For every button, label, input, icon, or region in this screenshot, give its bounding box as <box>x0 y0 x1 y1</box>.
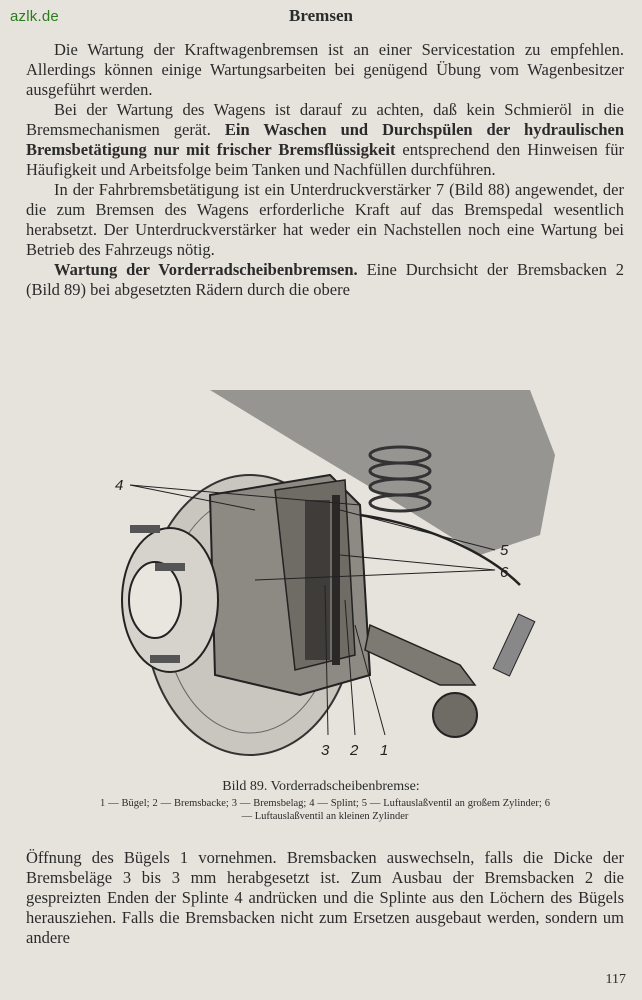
body-text-bottom <box>26 848 624 948</box>
paragraph-5: Öffnung des Bügels 1 vornehmen. Bremsbacken auswechseln, falls die Dicke der Bremsbeläge 3 bis 3 mm herabgesetzt ist. Zum Ausbau der Bremsbacken 2 die gespreizten Enden der Splinte 4 andrücken und die Splinte aus den Löchern des Bügels herausziehen. Falls die Bremsbacken nicht zum Ersetzen ausgebaut werden, sondern um andere <box>26 848 624 947</box>
figure-legend: 1 — Bügel; 2 — Bremsbacke; 3 — Bremsbelag; 4 — Splint; 5 — Luftauslaßventil an großem Zylinder; 6 — Luftauslaßventil an kleinen Zylinder <box>100 798 550 822</box>
callout-2: 2 <box>350 742 359 759</box>
paragraph-4-heading: Wartung der Vorderradscheibenbremsen. <box>54 260 358 279</box>
page-title: Bremsen <box>289 6 353 25</box>
paragraph-2 <box>26 100 624 180</box>
page-number: 117 <box>605 972 626 987</box>
paragraph-2-end: entsprechend den Hinweisen für Häufigkeit und Arbeitsfolge beim Tanken und Nachfüllen durchführen. <box>26 140 624 179</box>
callout-6: 6 <box>500 564 509 581</box>
body-text-top <box>26 40 624 300</box>
figure-caption: Bild 89. Vorderradscheibenbremse: <box>222 779 420 794</box>
paragraph-4-text: Eine Durchsicht der Bremsbacken 2 (Bild 89) bei abgesetzten Rädern durch die obere <box>26 260 624 299</box>
paragraph-4 <box>26 260 624 300</box>
disc-brake-illustration <box>100 385 570 765</box>
site-watermark: azlk.de <box>10 8 59 25</box>
paragraph-1: Die Wartung der Kraftwagenbremsen ist an einer Servicestation zu empfehlen. Allerdings können einige Wartungsarbeiten bei genügend Übung vom Wagenbesitzer ausgeführt werden. <box>26 40 624 99</box>
callout-3: 3 <box>321 742 330 759</box>
callout-4: 4 <box>115 477 124 494</box>
callout-5: 5 <box>500 542 509 559</box>
paragraph-3: In der Fahrbremsbetätigung ist ein Unterdruckverstärker 7 (Bild 88) angewendet, der die zum Bremsen des Wagens erforderliche Kraft auf das Bremspedal wesentlich herabsetzt. Der Unterdruckverstärker hat weder ein Nachstellen noch eine Wartung bei Betrieb des Fahrzeugs nötig. <box>26 180 624 259</box>
callout-1: 1 <box>380 742 389 759</box>
paragraph-2-start: Bei der Wartung des Wagens ist darauf zu achten, daß kein Schmieröl in die Bremsmechanismen gerät. <box>26 100 624 139</box>
paragraph-2-bold: Ein Waschen und Durchspülen der hydraulischen Bremsbetätigung nur mit frischer Bremsflüssigkeit <box>26 120 624 159</box>
